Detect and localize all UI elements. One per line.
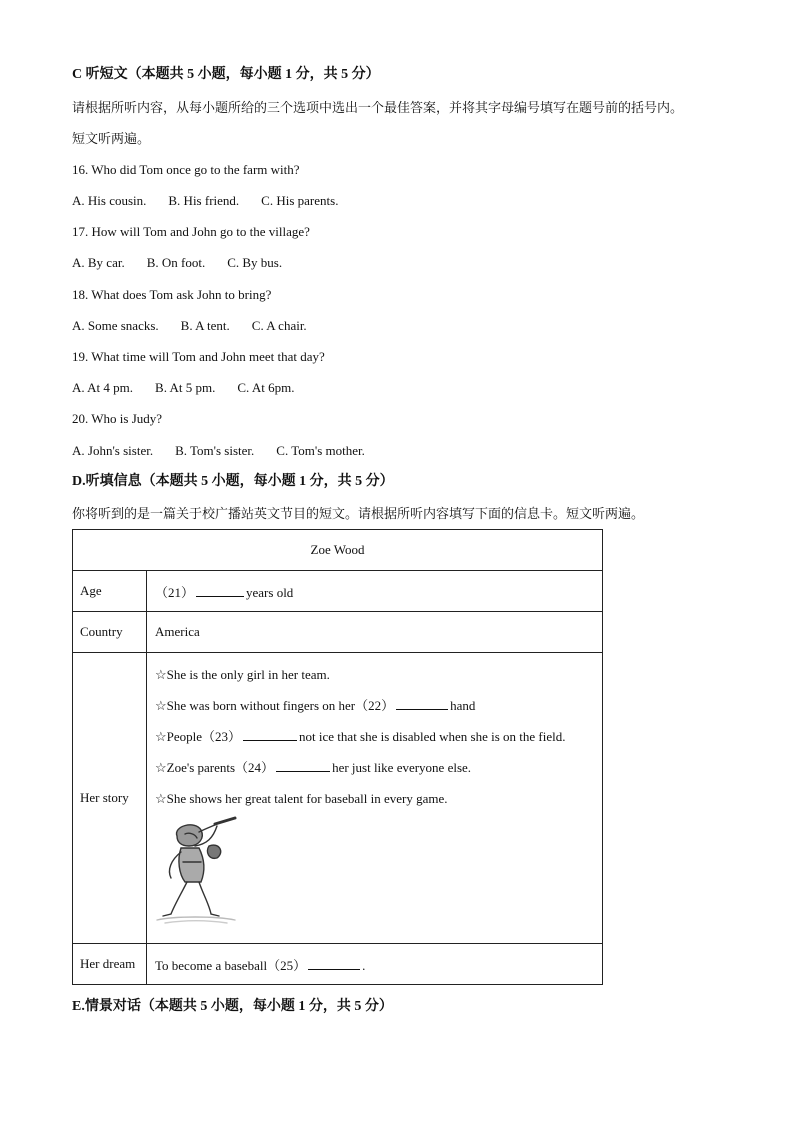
question-16-options	[72, 192, 338, 210]
age-label: Age	[73, 571, 147, 612]
info-card	[72, 529, 603, 985]
story-2-suffix: hand	[450, 698, 476, 713]
section-e-heading: E.情景对话（本题共 5 小题，每小题 1 分，共 5 分）	[72, 999, 393, 1014]
blank-23[interactable]	[243, 729, 297, 741]
section-d-heading: D.听填信息（本题共 5 小题，每小题 1 分，共 5 分）	[72, 474, 394, 489]
blank-22[interactable]	[396, 698, 448, 710]
option-a: A. At 4 pm.	[72, 380, 134, 395]
question-19-options	[72, 379, 294, 397]
option-b: B. At 5 pm.	[155, 380, 216, 395]
story-label: Her story	[73, 653, 147, 944]
blank-21[interactable]	[196, 585, 244, 597]
question-20-options	[72, 442, 365, 460]
baseball-player-illustration	[155, 816, 245, 926]
question-16: 16. Who did Tom once go to the farm with?	[72, 162, 300, 177]
option-c: C. Tom's mother.	[276, 443, 365, 458]
dream-label: Her dream	[73, 944, 147, 985]
dream-suffix: .	[362, 957, 366, 973]
option-c: C. A chair.	[251, 318, 307, 333]
option-a: A. John's sister.	[72, 443, 154, 458]
option-c: C. By bus.	[227, 255, 283, 270]
dream-cell	[147, 944, 603, 985]
question-17: 17. How will Tom and John go to the village?	[72, 224, 310, 239]
option-a: A. His cousin.	[72, 193, 147, 208]
question-18-options	[72, 317, 307, 335]
option-c: C. At 6pm.	[237, 380, 295, 395]
blank-24[interactable]	[276, 760, 330, 772]
option-b: B. Tom's sister.	[175, 443, 255, 458]
option-a: A. Some snacks.	[72, 318, 159, 333]
card-title: Zoe Wood	[73, 530, 603, 571]
age-suffix: years old	[246, 584, 294, 600]
blank-21-number: （21）	[155, 584, 195, 600]
section-c-instruction: 请根据所听内容，从每小题所给的三个选项中选出一个最佳答案，并将其字母编号填写在题号前的括号内。	[72, 100, 684, 115]
story-4-suffix: her just like everyone else.	[332, 760, 472, 775]
story-line-3	[155, 728, 594, 746]
age-cell	[147, 571, 603, 612]
option-b: B. His friend.	[168, 193, 240, 208]
story-3-suffix: not ice that she is disabled when she is on the field.	[299, 729, 566, 744]
story-3-prefix: ☆People（23）	[155, 729, 242, 744]
story-line-2	[155, 697, 594, 715]
story-cell	[147, 653, 603, 944]
story-line-1: ☆She is the only girl in her team.	[155, 667, 330, 682]
section-c-heading: C 听短文（本题共 5 小题，每小题 1 分，共 5 分）	[72, 67, 380, 82]
option-a: A. By car.	[72, 255, 125, 270]
country-value: America	[147, 612, 603, 653]
question-18: 18. What does Tom ask John to bring?	[72, 287, 272, 302]
dream-prefix: To become a baseball（25）	[155, 957, 307, 973]
question-17-options	[72, 254, 282, 272]
story-line-4	[155, 759, 594, 777]
option-b: B. A tent.	[180, 318, 230, 333]
question-20: 20. Who is Judy?	[72, 411, 163, 426]
blank-25[interactable]	[308, 958, 360, 970]
country-label: Country	[73, 612, 147, 653]
question-19: 19. What time will Tom and John meet that day?	[72, 349, 325, 364]
story-2-prefix: ☆She was born without fingers on her（22）	[155, 698, 395, 713]
story-line-5: ☆She shows her great talent for baseball in every game.	[155, 791, 448, 806]
section-c-instruction-2: 短文听两遍。	[72, 131, 151, 146]
section-d-instruction: 你将听到的是一篇关于校广播站英文节目的短文。请根据所听内容填写下面的信息卡。短文听两遍。	[72, 506, 645, 521]
option-b: B. On foot.	[146, 255, 206, 270]
story-4-prefix: ☆Zoe's parents（24）	[155, 760, 275, 775]
option-c: C. His parents.	[261, 193, 339, 208]
